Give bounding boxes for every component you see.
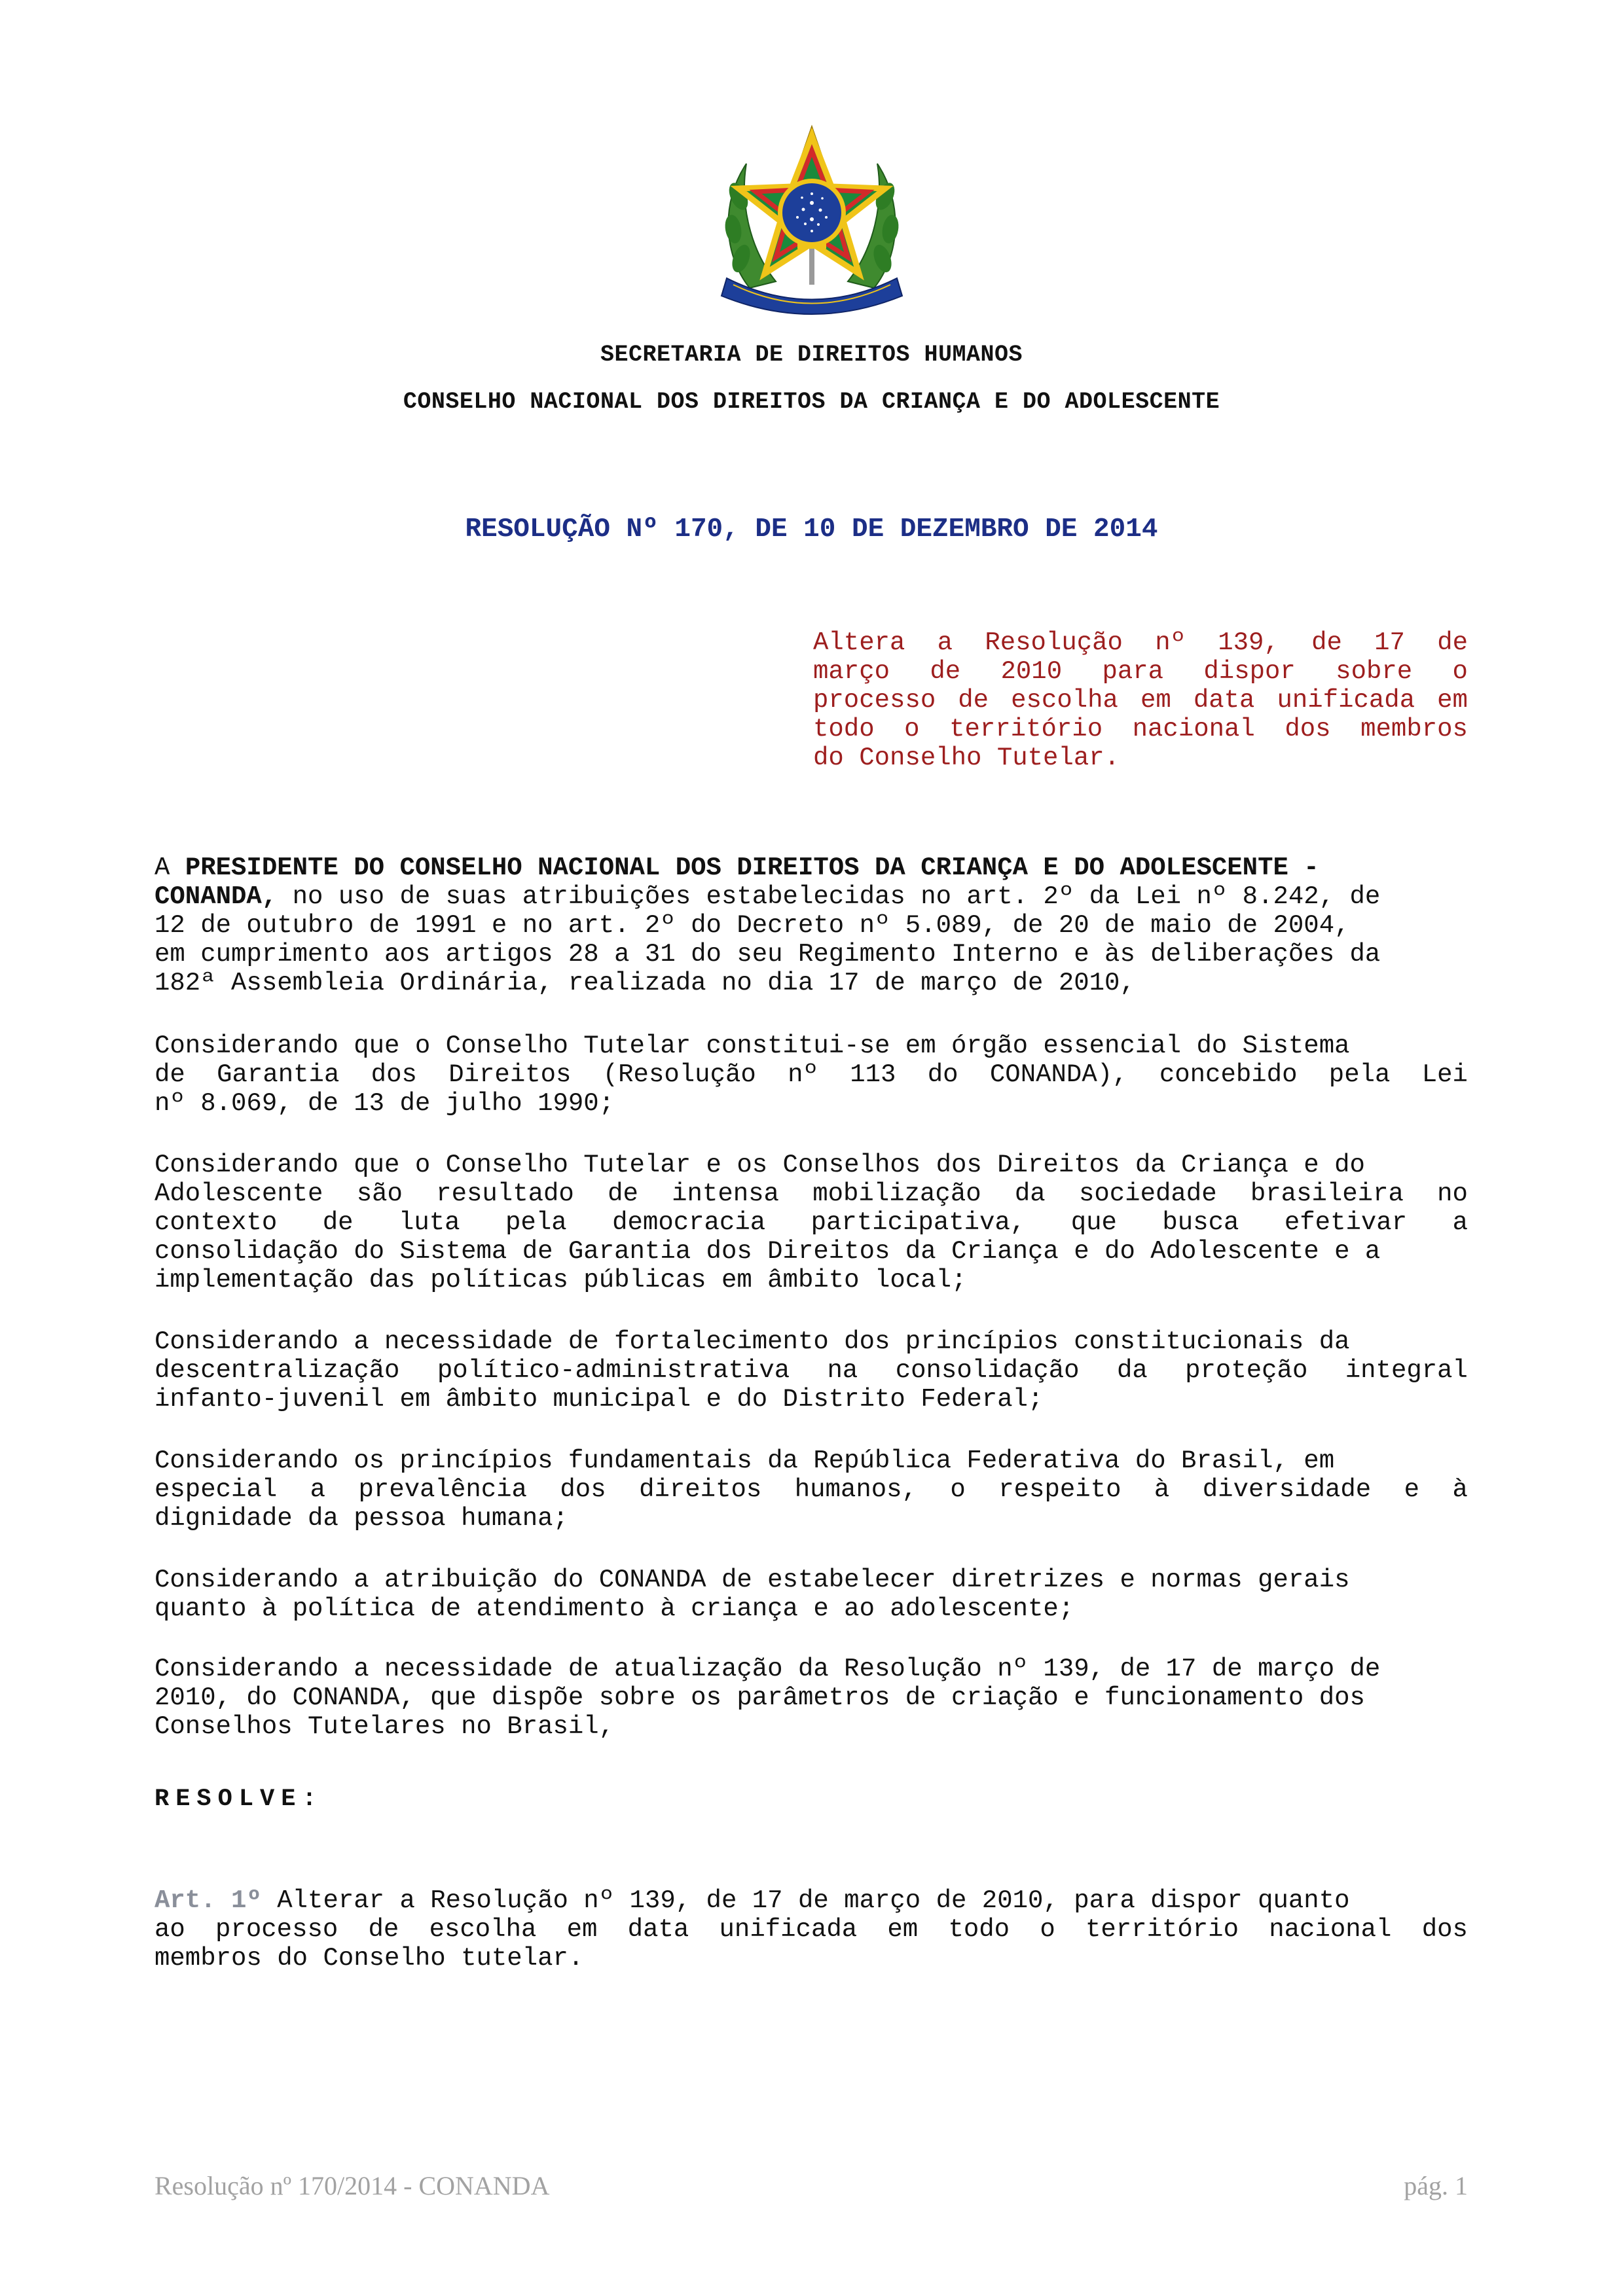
text-line: Considerando a necessidade de fortalecimento dos princípios constitucionais da bbox=[155, 1327, 1350, 1356]
article-text: Alterar a Resolução nº 139, de 17 de março de 2010, para dispor quanto bbox=[261, 1886, 1350, 1915]
resolution-title: RESOLUÇÃO Nº 170, DE 10 DE DEZEMBRO DE 2014 bbox=[465, 514, 1158, 545]
text-line: contexto de luta pela democracia participativa, que busca efetivar a bbox=[155, 1208, 1468, 1237]
resolve-heading: RESOLVE: bbox=[155, 1785, 323, 1813]
article-label: Art. 1º bbox=[155, 1886, 262, 1915]
considerando-paragraph bbox=[155, 1655, 1468, 1741]
conanda-bold: CONANDA, bbox=[155, 882, 278, 911]
preamble-line bbox=[155, 882, 1468, 911]
considerando-paragraph bbox=[155, 1151, 1468, 1295]
text-line: descentralização político-administrativa na consolidação da proteção integral bbox=[155, 1356, 1468, 1385]
text-line: implementação das políticas públicas em âmbito local; bbox=[155, 1266, 967, 1295]
text-line: Considerando os princípios fundamentais da República Federativa do Brasil, em bbox=[155, 1446, 1335, 1475]
text-line: dignidade da pessoa humana; bbox=[155, 1504, 568, 1533]
text-line bbox=[155, 1886, 1468, 1915]
preamble-line: em cumprimento aos artigos 28 a 31 do seu Regimento Interno e às deliberações da bbox=[155, 940, 1381, 969]
text-line: membros do Conselho tutelar. bbox=[155, 1944, 584, 1973]
ementa-line: do Conselho Tutelar. bbox=[813, 744, 1120, 772]
text-line: consolidação do Sistema de Garantia dos Direitos da Criança e do Adolescente e a bbox=[155, 1237, 1381, 1266]
text-line: Considerando a necessidade de atualização da Resolução nº 139, de 17 de março de bbox=[155, 1655, 1381, 1683]
text-line: nº 8.069, de 13 de julho 1990; bbox=[155, 1089, 615, 1118]
header-conselho: CONSELHO NACIONAL DOS DIREITOS DA CRIANÇA E DO ADOLESCENTE bbox=[403, 389, 1220, 415]
text-line: Considerando que o Conselho Tutelar constitui-se em órgão essencial do Sistema bbox=[155, 1031, 1350, 1060]
ementa-line: todo o território nacional dos membros bbox=[813, 715, 1468, 744]
footer-page-number: pág. 1 bbox=[1404, 2171, 1468, 2200]
text-line: de Garantia dos Direitos (Resolução nº 113 do CONANDA), concebido pela Lei bbox=[155, 1060, 1468, 1089]
text-line: Considerando a atribuição do CONANDA de estabelecer diretrizes e normas gerais bbox=[155, 1566, 1350, 1594]
ementa-line: março de 2010 para dispor sobre o bbox=[813, 657, 1468, 686]
considerando-paragraph bbox=[155, 1031, 1468, 1118]
preamble-a: A bbox=[155, 853, 170, 882]
preamble-line: 12 de outubro de 1991 e no art. 2º do Decreto nº 5.089, de 20 de maio de 2004, bbox=[155, 911, 1350, 940]
text-line: Considerando que o Conselho Tutelar e os Conselhos dos Direitos da Criança e do bbox=[155, 1151, 1365, 1179]
considerando-paragraph bbox=[155, 1327, 1468, 1414]
preamble-paragraph bbox=[155, 853, 1468, 997]
preamble-rest: no uso de suas atribuições estabelecidas no art. 2º da Lei nº 8.242, de bbox=[277, 882, 1381, 911]
header-secretaria: SECRETARIA DE DIREITOS HUMANOS bbox=[600, 342, 1023, 368]
considerando-paragraph bbox=[155, 1446, 1468, 1533]
text-line: especial a prevalência dos direitos humanos, o respeito à diversidade e à bbox=[155, 1475, 1468, 1504]
considerando-paragraph bbox=[155, 1566, 1468, 1623]
text-line: quanto à política de atendimento à criança e ao adolescente; bbox=[155, 1594, 1074, 1623]
preamble-bold: PRESIDENTE DO CONSELHO NACIONAL DOS DIREITOS DA CRIANÇA E DO ADOLESCENTE - bbox=[185, 853, 1319, 882]
ementa-line: processo de escolha em data unificada em bbox=[813, 686, 1468, 715]
text-line: infanto-juvenil em âmbito municipal e do Distrito Federal; bbox=[155, 1385, 1044, 1414]
text-line: Adolescente são resultado de intensa mobilização da sociedade brasileira no bbox=[155, 1179, 1468, 1208]
article-1 bbox=[155, 1886, 1468, 1973]
coat-of-arms-seal bbox=[714, 124, 910, 327]
footer-document-id: Resolução nº 170/2014 - CONANDA bbox=[155, 2171, 550, 2200]
ementa-line: Altera a Resolução nº 139, de 17 de bbox=[813, 628, 1468, 657]
preamble-line bbox=[155, 853, 1468, 882]
preamble-line: 182ª Assembleia Ordinária, realizada no dia 17 de março de 2010, bbox=[155, 969, 1135, 997]
text-line: ao processo de escolha em data unificada em todo o território nacional dos bbox=[155, 1915, 1468, 1944]
ementa-summary bbox=[813, 628, 1468, 772]
text-line: 2010, do CONANDA, que dispõe sobre os parâmetros de criação e funcionamento dos bbox=[155, 1683, 1365, 1712]
text-line: Conselhos Tutelares no Brasil, bbox=[155, 1712, 615, 1741]
